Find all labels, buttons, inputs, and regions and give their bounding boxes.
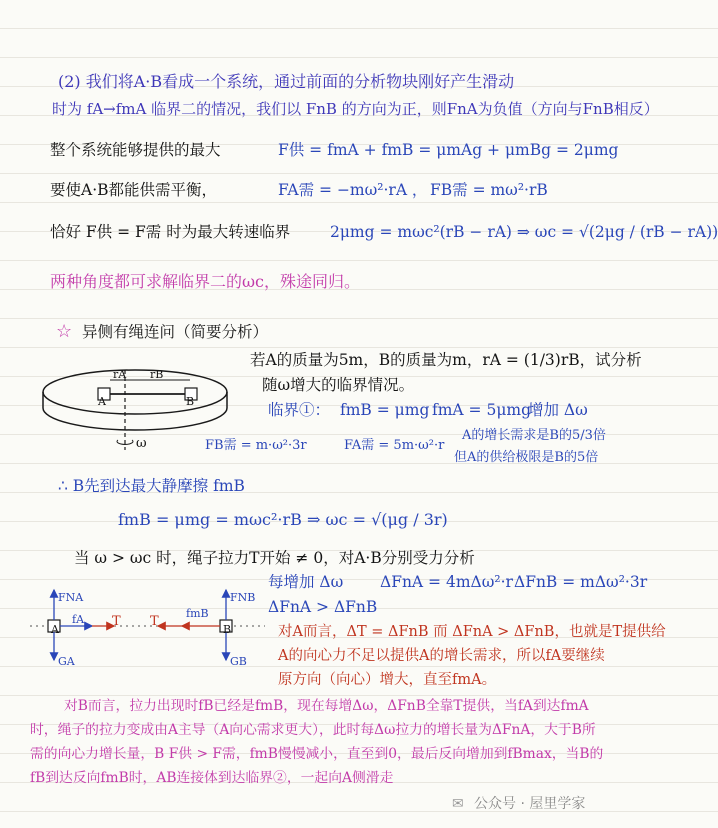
b-first-formula: fmB = μmg = mωc²·rB ⇒ ωc = √(μg / 3r) — [118, 510, 448, 529]
wechat-icon: ✉ — [452, 796, 464, 812]
delta-fna: ΔFnA = 4mΔω²·r — [380, 573, 513, 591]
force-t-b: T — [150, 614, 159, 629]
delta-fnb: ΔFnB = mΔω²·3r — [514, 573, 648, 591]
section2-given-2: 随ω增大的临界情况。 — [262, 376, 415, 394]
system-text-2: 要使A·B都能供需平衡， — [50, 181, 218, 199]
system-formula-2b: FB需 = mω²·rB — [430, 181, 548, 199]
crit1-label: 临界①： — [268, 401, 331, 419]
system-formula-2a: FA需 = −mω²·rA ， — [278, 181, 428, 199]
star-icon: ☆ — [56, 321, 73, 342]
force-fnb: FNB — [230, 591, 256, 604]
force-ga: GA — [58, 655, 75, 668]
block-a-label: A — [51, 623, 59, 636]
fa-need: FA需 = 5m·ω²·r — [344, 438, 445, 453]
analysis-b-line-1: 对B而言，拉力出现时fB已经是fmB，现在每增Δω，ΔFnB全靠T提供，当fA到达fmA — [64, 698, 589, 714]
system-formula-3: 2μmg = mωc²(rB − rA) ⇒ ωc = √(2μg / (rB − rA)) — [330, 223, 718, 241]
force-fa: fA — [72, 613, 85, 626]
crit1-increase: 增加 Δω — [528, 401, 588, 419]
each-increase: 每增加 Δω — [268, 573, 344, 591]
b-first-title: ∴ B先到达最大静摩擦 fmB — [58, 477, 245, 495]
analysis-b-line-2: 时，绳子的拉力变成由A主导（A向心需求更大），此时每Δω拉力的增长量为ΔFnA，大于B所 — [30, 722, 596, 738]
force-fna: FNA — [58, 591, 84, 604]
intro-line-2: 时为 fA→fmA 临界二的情况，我们以 FnB 的方向为正，则FnA为负值（方向与FnB相反） — [52, 100, 659, 118]
force-gb: GB — [230, 655, 247, 668]
analysis-b-line-3: 需的向心力增长量，B F供 > F需，fmB慢慢减小，直至到0，最后反向增加到fBmax，当B的 — [30, 746, 604, 762]
section2-given-1: 若A的质量为5m，B的质量为m，rA = (1/3)rB，试分析 — [250, 351, 642, 369]
force-t-a: T — [112, 614, 121, 629]
diagram-block-a: A — [98, 395, 106, 408]
analysis-a-line-1: 对A而言，ΔT = ΔFnB 而 ΔFnA > ΔFnB，也就是T提供给 — [278, 624, 666, 640]
fb-need: FB需 = m·ω²·3r — [205, 438, 307, 453]
block-b-label: B — [223, 623, 232, 636]
system-text-1: 整个系统能够提供的最大 — [50, 141, 221, 159]
force-fmb: fmB — [186, 607, 209, 620]
crit1-fmb: fmB = μmg — [340, 401, 430, 419]
system-text-3: 恰好 F供 = F需 时为最大转速临界 — [50, 223, 291, 241]
system-formula-1: F供 = fmA + fmB = μmAg + μmBg = 2μmg — [278, 141, 619, 159]
diagram-ra: rA — [113, 368, 127, 381]
diagram-block-b: B — [186, 395, 195, 408]
note-line-1: A的增长需求是B的5/3倍 — [462, 428, 606, 443]
analysis-a-line-3: 原方向（向心）增大，直至fmA。 — [278, 672, 497, 688]
note-line-2: 但A的供给极限是B的5倍 — [454, 450, 599, 465]
when-omega-text: 当 ω > ωc 时，绳子拉力T开始 ≠ 0，对A·B分别受力分析 — [74, 549, 475, 567]
intro-line-1: (2) 我们将A·B看成一个系统，通过前面的分析物块刚好产生滑动 — [58, 72, 515, 91]
conclusion: 两种角度都可求解临界二的ωc，殊途同归。 — [50, 272, 361, 291]
diagram-omega: ω — [136, 436, 147, 451]
watermark-text: 公众号 · 屋里学家 — [474, 796, 586, 812]
section2-title: 异侧有绳连问（简要分析） — [82, 323, 269, 341]
crit1-fma: fmA = 5μmg — [432, 401, 532, 419]
analysis-a-line-2: A的向心力不足以提供A的增长需求，所以fA要继续 — [278, 648, 605, 664]
diagram-rb: rB — [150, 368, 164, 381]
delta-compare: ΔFnA > ΔFnB — [268, 598, 378, 616]
analysis-b-line-4: fB到达反向fmB时，AB连接体到达临界②，一起向A侧滑走 — [30, 770, 394, 786]
